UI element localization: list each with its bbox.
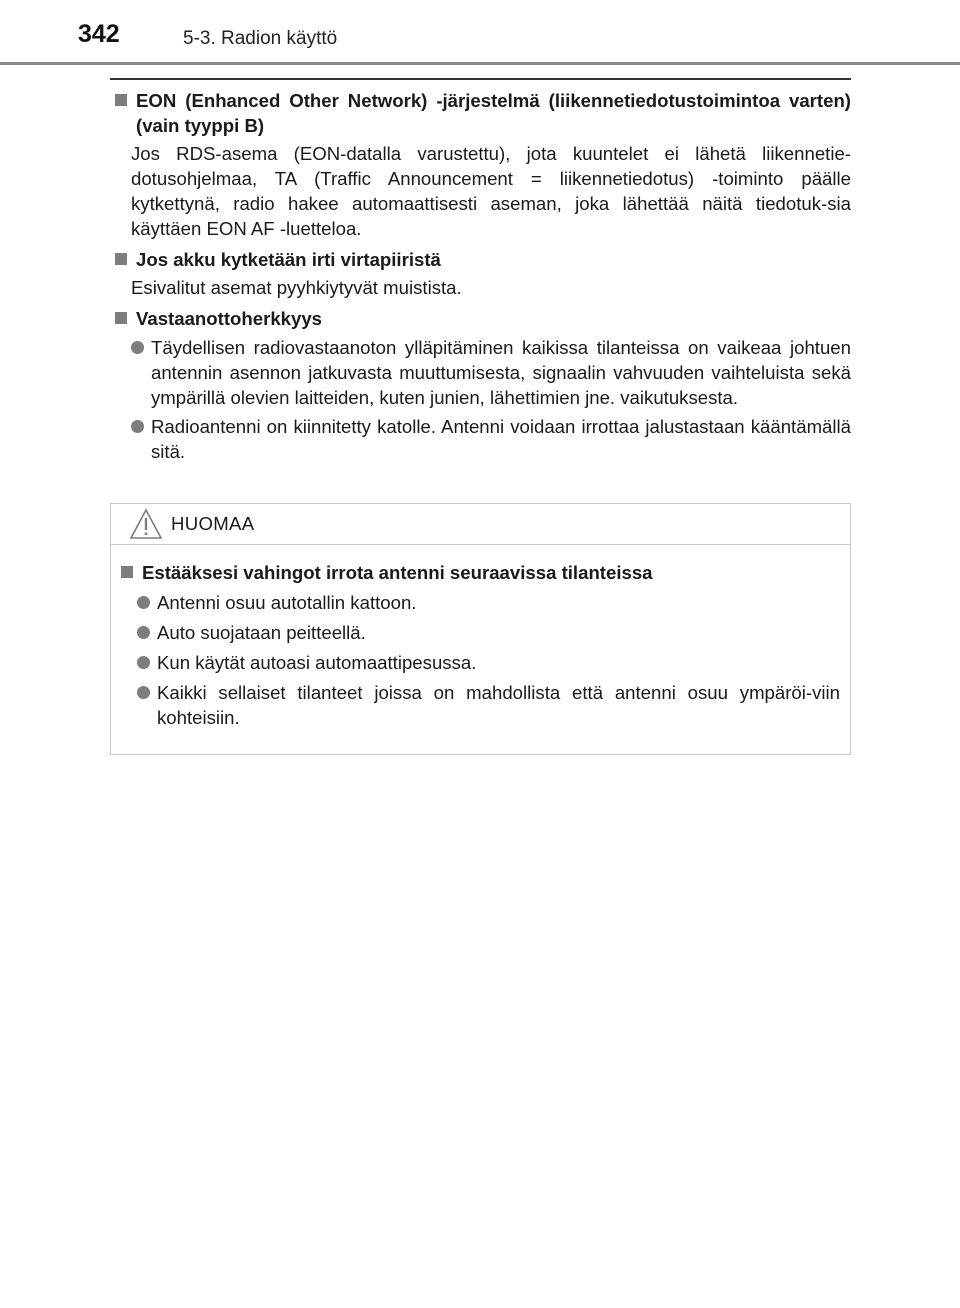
list-item [131,335,851,410]
list-item-text: Auto suojataan peitteellä. [157,622,366,643]
page-header [0,0,960,64]
list-item-text: Radioantenni on kiinnitetty katolle. Antenni voidaan irrottaa jalustastaan kääntämällä sitä. [151,416,851,462]
round-bullet-icon [137,596,150,609]
notice-header [111,504,850,545]
round-bullet-icon [137,686,150,699]
section-title: 5-3. Radion käyttö [183,28,338,49]
page-number: 342 [78,20,120,48]
square-bullet-icon [115,253,127,265]
notice-box [110,503,851,755]
round-bullet-icon [137,626,150,639]
warning-triangle-icon [129,508,163,540]
list-item-text: Antenni osuu autotallin kattoon. [157,592,417,613]
square-bullet-icon [121,566,133,578]
notice-label: HUOMAA [171,513,255,534]
notice-heading [116,560,840,585]
round-bullet-icon [131,341,144,354]
section-heading-text: Jos akku kytketään irti virtapiiristä [136,249,441,270]
list-item-text: Täydellisen radiovastaanoton ylläpitäminen kaikissa tilanteissa on vaikeaa johtuen antennin asennon jatkuvasta muuttumisesta, signaalin vahvuuden vaihteluista sekä ympärillä olevien laitteiden, kuten junien, lähettimien jne. vaikutuksesta. [151,337,851,408]
list-item [137,590,840,615]
section-heading-text: EON (Enhanced Other Network) -järjestelmä (liikennetiedotustoimintoa varten) (vain tyyppi B) [136,90,851,136]
round-bullet-icon [137,656,150,669]
list-item-text: Kaikki sellaiset tilanteet joissa on mahdollista että antenni osuu ympäröi-viin kohteisiin. [157,682,840,728]
section-heading [110,247,851,272]
notice-body [111,545,850,730]
section-reception [110,306,851,464]
list-item [137,620,840,645]
section-heading [110,88,851,138]
list-item-text: Kun käytät autoasi automaattipesussa. [157,652,477,673]
header-divider [0,62,960,65]
section-body-text: Jos RDS-asema (EON-datalla varustettu), jota kuuntelet ei lähetä liikennetie-dotusohjelmaa, TA (Traffic Announcement = liikennetiedotus) -toiminto päälle kytkettynä, radio hakee automaattisesti aseman, joka lähettää näitä tiedotuk-sia käyttäen EON AF -luetteloa. [131,143,851,239]
list-item [137,650,840,675]
list-item [131,414,851,464]
round-bullet-icon [131,420,144,433]
section-heading-text: Vastaanottoherkkyys [136,308,323,329]
section-heading [110,306,851,331]
square-bullet-icon [115,94,127,106]
notice-heading-text: Estääksesi vahingot irrota antenni seuraavissa tilanteissa [142,562,653,583]
list-item [137,680,840,730]
main-content [110,88,851,470]
section-body-text: Esivalitut asemat pyyhkiytyvät muistista. [131,277,462,298]
section-eon [110,88,851,241]
square-bullet-icon [115,312,127,324]
section-battery [110,247,851,300]
content-divider [110,78,851,80]
